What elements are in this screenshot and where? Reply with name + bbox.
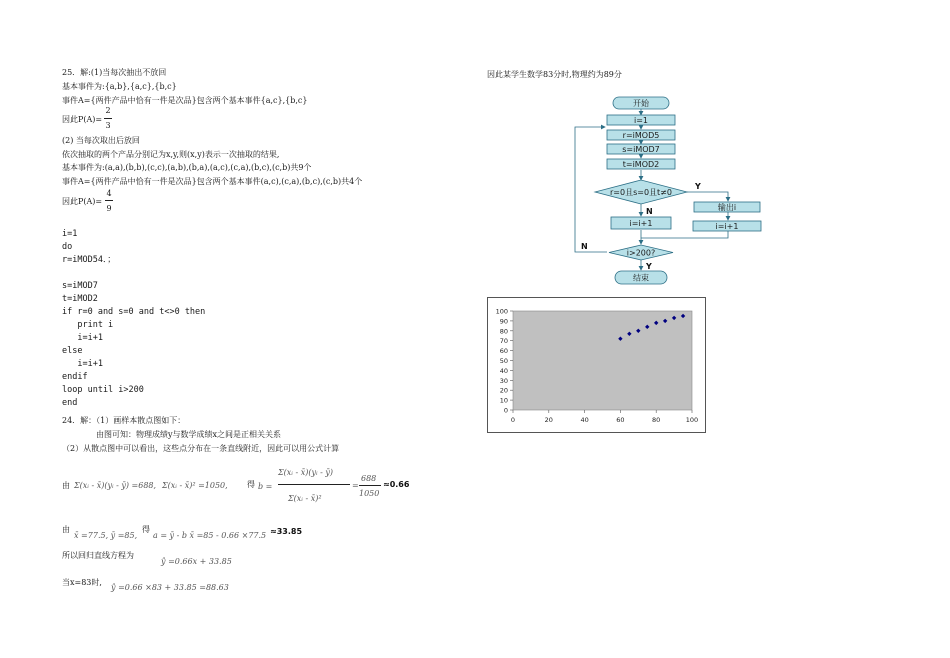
q25-prob1-bar bbox=[104, 118, 112, 119]
flow-s: s=iMOD7 bbox=[622, 145, 660, 154]
conclusion: 因此某学生数学83分时,物理约为89分 bbox=[487, 70, 622, 79]
code-line: loop until i>200 bbox=[62, 385, 144, 395]
regression-label: 所以回归直线方程为 bbox=[62, 551, 134, 560]
flow-inc-left: i=i+1 bbox=[629, 219, 653, 228]
y-tick-label: 40 bbox=[499, 366, 508, 375]
code-line: endif bbox=[62, 372, 88, 382]
flow-cond: r=0且s=0且t≠0 bbox=[610, 188, 672, 197]
q24-title: 24．解：（1）画样本散点图如下： bbox=[62, 416, 186, 425]
q25-title: 25．解:(1)当每次抽出不放回 bbox=[62, 68, 167, 77]
q25-basic-events-2: 基本事件为:(a,a),(b,b),(c,c),(a,b),(b,a),(a,c),(c,a),(b,c),(c,b)共9个 bbox=[62, 163, 312, 172]
y-tick-label: 30 bbox=[499, 376, 508, 385]
code-line: s=iMOD7 bbox=[62, 281, 98, 291]
x-tick-label: 20 bbox=[544, 416, 553, 424]
calc-sum2: Σ(xᵢ - x̄)² =1050, bbox=[162, 481, 228, 490]
y-tick-label: 70 bbox=[499, 337, 508, 346]
y-tick-label: 0 bbox=[503, 406, 508, 415]
x-tick-label: 0 bbox=[510, 416, 516, 424]
calc-you: 由 bbox=[62, 481, 70, 490]
x-tick-label: 80 bbox=[652, 416, 661, 424]
calc-equals: = bbox=[352, 481, 359, 490]
x-tick-label: 60 bbox=[616, 416, 625, 424]
y-tick-label: 50 bbox=[499, 357, 508, 365]
q25-prob2-prefix: 因此P(A)= bbox=[62, 197, 103, 206]
y-tick-label: 100 bbox=[495, 307, 508, 316]
means-a-result: ≈33.85 bbox=[270, 527, 303, 536]
q25-part2: (2) 当每次取出后放回 bbox=[62, 136, 140, 145]
q25-prob2-bar bbox=[105, 200, 113, 201]
prediction-label: 当x=83时, bbox=[62, 578, 102, 587]
plot-area bbox=[513, 311, 692, 410]
calc-b-numerator: Σ(xᵢ - x̄)(yᵢ - ȳ) bbox=[278, 468, 333, 477]
flow-no-label: N bbox=[646, 207, 653, 216]
flow-init: i=1 bbox=[633, 116, 649, 125]
calc-688: 688 bbox=[361, 474, 377, 483]
flow-r: r=iMOD5 bbox=[622, 131, 660, 140]
calc-de: 得 bbox=[247, 480, 255, 489]
q25-prob1-prefix: 因此P(A)= bbox=[62, 115, 103, 124]
q24-correlation: 由图可知：物理成绩y与数学成绩x之间是正相关关系 bbox=[96, 430, 282, 439]
flow-loop-no-label: N bbox=[581, 242, 588, 251]
code-line: if r=0 and s=0 and t<>0 then bbox=[62, 307, 206, 317]
calc-b: b = bbox=[258, 482, 273, 491]
flow-loop-yes-label: Y bbox=[646, 262, 652, 271]
y-tick-label: 80 bbox=[499, 327, 508, 336]
code-line: do bbox=[62, 242, 73, 252]
q25-prob2-den: 9 bbox=[106, 204, 112, 213]
q25-desc: 依次抽取的两个产品分别记为x,y,则(x,y)表示一次抽取的结果, bbox=[62, 150, 280, 159]
y-tick-label: 20 bbox=[499, 386, 508, 395]
code-line: else bbox=[62, 346, 83, 356]
flow-inc-right: i=i+1 bbox=[715, 222, 739, 231]
q25-event-a-2: 事件A={两件产品中恰有一件是次品}包含两个基本事件(a,c),(c,a),(b,c),(c,b)共4个 bbox=[62, 177, 363, 186]
y-tick-label: 10 bbox=[499, 396, 508, 405]
flow-yes-label: Y bbox=[695, 182, 701, 191]
code-line: i=i+1 bbox=[62, 359, 103, 369]
calc-b-result: ≈0.66 bbox=[383, 480, 410, 489]
flowchart bbox=[565, 94, 775, 290]
code-line: i=1 bbox=[62, 229, 78, 239]
y-tick-label: 90 bbox=[499, 317, 508, 326]
x-tick-label: 100 bbox=[685, 416, 699, 424]
flow-output: 输出i bbox=[717, 203, 737, 212]
x-tick-label: 40 bbox=[580, 416, 589, 424]
q25-event-a: 事件A={两件产品中恰有一件是次品}包含两个基本事件{a,c},{b,c} bbox=[62, 96, 308, 105]
q25-prob1-den: 3 bbox=[105, 121, 111, 130]
calc-b-denominator: Σ(xᵢ - x̄)² bbox=[288, 494, 322, 503]
means-de: 得 bbox=[142, 525, 150, 534]
code-line: print i bbox=[62, 320, 114, 330]
q25-prob1-num: 2 bbox=[105, 106, 111, 115]
scatter-chart bbox=[487, 297, 707, 434]
calc-b-bar bbox=[278, 484, 350, 485]
code-line: end bbox=[62, 398, 78, 408]
means-a: a = ȳ - b x̄ =85 - 0.66 ×77.5 bbox=[153, 531, 267, 540]
means-values: x̄ =77.5, ȳ =85, bbox=[74, 531, 138, 540]
code-line: t=iMOD2 bbox=[62, 294, 98, 304]
q25-basic-events: 基本事件为:{a,b},{a,c},{b,c} bbox=[62, 82, 177, 91]
flow-t: t=iMOD2 bbox=[622, 160, 660, 169]
code-line: i=i+1 bbox=[62, 333, 103, 343]
flow-start: 开始 bbox=[633, 99, 649, 108]
calc-1050: 1050 bbox=[359, 489, 380, 498]
calc-sum1: Σ(xᵢ - x̄)(yᵢ - ȳ) =688, bbox=[74, 481, 157, 490]
regression-equation: ŷ =0.66x + 33.85 bbox=[161, 557, 232, 566]
means-you: 由 bbox=[62, 525, 70, 534]
y-tick-label: 60 bbox=[499, 347, 508, 356]
q25-prob2-num: 4 bbox=[106, 189, 112, 198]
flow-loop: i>200? bbox=[626, 248, 656, 258]
q24-part2: （2）从散点图中可以看出，这些点分布在一条直线附近，因此可以用公式计算 bbox=[62, 444, 340, 453]
calc-688-bar bbox=[359, 485, 381, 486]
code-line: r=iMOD54．； bbox=[62, 255, 116, 265]
prediction-equation: ŷ =0.66 ×83 + 33.85 =88.63 bbox=[111, 583, 229, 592]
flow-end: 结束 bbox=[633, 273, 649, 283]
